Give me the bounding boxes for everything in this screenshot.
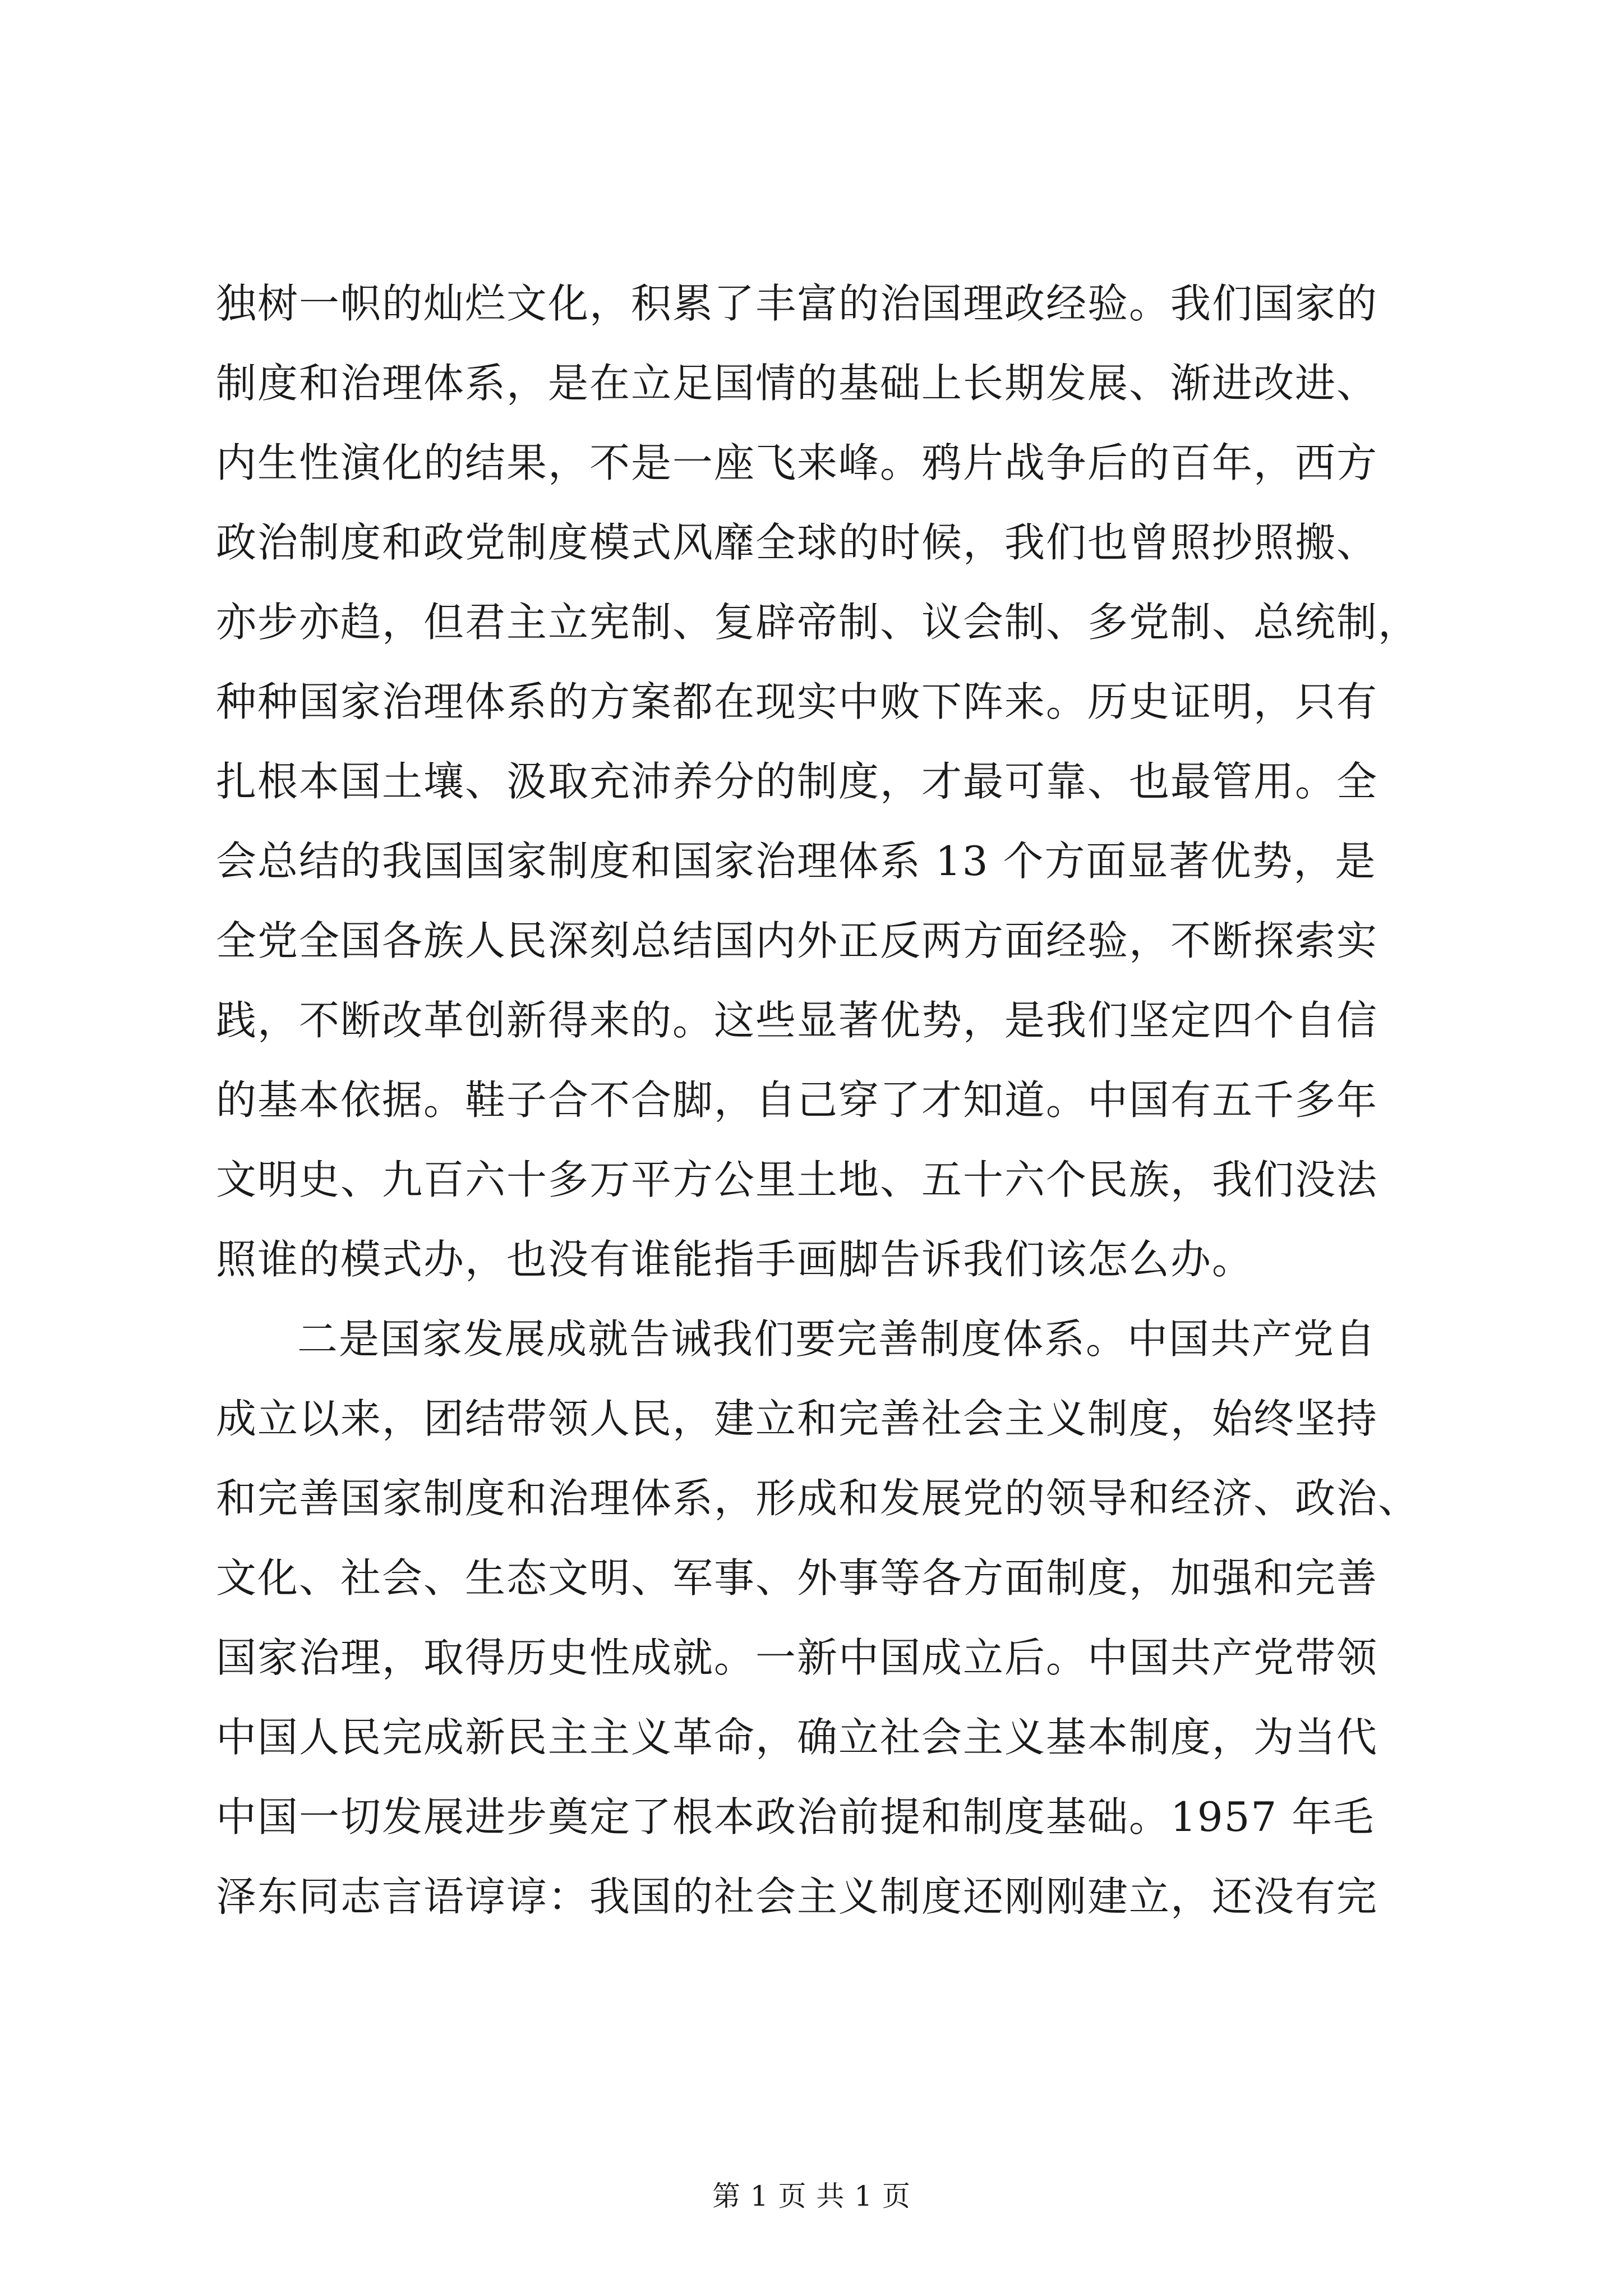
text-line: 成立以来，团结带领人民，建立和完善社会主义制度，始终坚持 [216, 1395, 1378, 1442]
text-line: 政治制度和政党制度模式风靡全球的时候，我们也曾照抄照搬、 [216, 519, 1378, 566]
text-line: 中国一切发展进步奠定了根本政治前提和制度基础。1957 年毛 [216, 1793, 1375, 1841]
text-line: 践，不断改革创新得来的。这些显著优势，是我们坚定四个自信 [216, 997, 1378, 1044]
text-line: 文化、社会、生态文明、军事、外事等各方面制度，加强和完善 [216, 1554, 1378, 1602]
text-line: 种种国家治理体系的方案都在现实中败下阵来。历史证明，只有 [216, 678, 1378, 725]
text-line: 中国人民完成新民主主义革命，确立社会主义基本制度，为当代 [216, 1714, 1378, 1761]
text-line: 全党全国各族人民深刻总结国内外正反两方面经验，不断探索实 [216, 917, 1378, 964]
text-line: 文明史、九百六十多万平方公里土地、五十六个民族，我们没法 [216, 1156, 1378, 1203]
text-line: 制度和治理体系，是在立足国情的基础上长期发展、渐进改进、 [216, 360, 1378, 407]
text-line: 和完善国家制度和治理体系，形成和发展党的领导和经济、政治、 [216, 1475, 1420, 1522]
text-line: 内生性演化的结果，不是一座飞来峰。鸦片战争后的百年，西方 [216, 439, 1378, 486]
text-line: 照谁的模式办，也没有谁能指手画脚告诉我们该怎么办。 [216, 1236, 1254, 1283]
text-line: 的基本依据。鞋子合不合脚，自己穿了才知道。中国有五千多年 [216, 1076, 1378, 1124]
text-line: 泽东同志言语谆谆：我国的社会主义制度还刚刚建立，还没有完 [216, 1873, 1378, 1920]
paragraph-start-line: 二是国家发展成就告诫我们要完善制度体系。中国共产党自 [297, 1315, 1377, 1363]
page-footer: 第 1 页 共 1 页 [712, 2180, 911, 2212]
text-line: 亦步亦趋，但君主立宪制、复辟帝制、议会制、多党制、总统制， [216, 599, 1420, 646]
text-line: 会总结的我国国家制度和国家治理体系 13 个方面显著优势，是 [216, 838, 1377, 885]
text-line: 扎根本国土壤、汲取充沛养分的制度，才最可靠、也最管用。全 [216, 758, 1378, 805]
text-line: 独树一帜的灿烂文化，积累了丰富的治国理政经验。我们国家的 [216, 280, 1378, 327]
body-text [216, 264, 1420, 1936]
text-line: 国家治理，取得历史性成就。一新中国成立后。中国共产党带领 [216, 1634, 1378, 1681]
